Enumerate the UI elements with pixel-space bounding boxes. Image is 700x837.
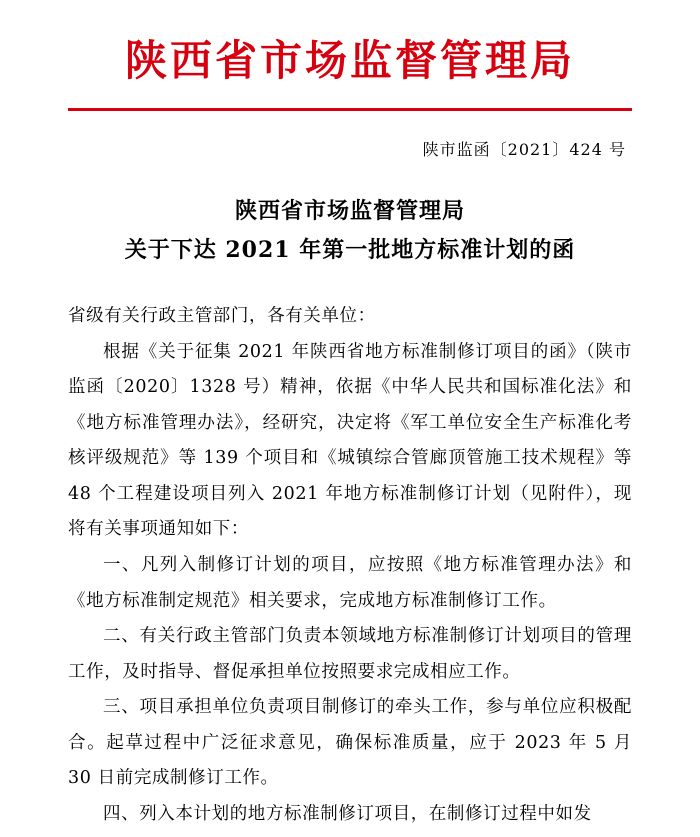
paragraph-body-3: 二、有关行政主管部门负责本领域地方标准制修订计划项目的管理工作，及时指导、督促承担单位按照要求完成相应工作。 xyxy=(68,626,632,682)
document-number: 陕市监函〔2021〕424 号 xyxy=(422,140,626,160)
paragraph-body-4: 三、项目承担单位负责项目制修订的牵头工作，参与单位应积极配合。起草过程中广泛征求意见，确保标准质量，应于 2023 年 5 月 30 日前完成制修订工作。 xyxy=(68,697,632,789)
paragraph-body-1: 根据《关于征集 2021 年陕西省地方标准制修订项目的函》（陕市监函〔2020〕1328 号）精神，依据《中华人民共和国标准化法》和《地方标准管理办法》，经研究，决定将《军工单位安全生产标准化考核评级规范》等 139 个项目和《城镇综合管廊顶管施工技术规程》等 48 个工程建设项目列入 2021 年地方标准制修订计划（见附件），现将有关事项通知如下： xyxy=(68,341,632,540)
red-horizontal-rule xyxy=(68,108,632,111)
document-body xyxy=(68,299,632,832)
document-title-line-2: 关于下达 2021 年第一批地方标准计划的函 xyxy=(124,236,576,263)
document-title xyxy=(68,192,632,269)
document-title-line-1: 陕西省市场监督管理局 xyxy=(234,198,465,225)
letterhead-title: 陕西省市场监督管理局 xyxy=(124,36,575,85)
paragraph-body-5: 四、列入本计划的地方标准制修订项目，在制修订过程中如发 xyxy=(103,803,592,824)
paragraph-body-2: 一、凡列入制修订计划的项目，应按照《地方标准管理办法》和《地方标准制定规范》相关要求，完成地方标准制修订工作。 xyxy=(68,555,632,611)
paragraph-salutation: 省级有关行政主管部门，各有关单位： xyxy=(68,306,376,327)
